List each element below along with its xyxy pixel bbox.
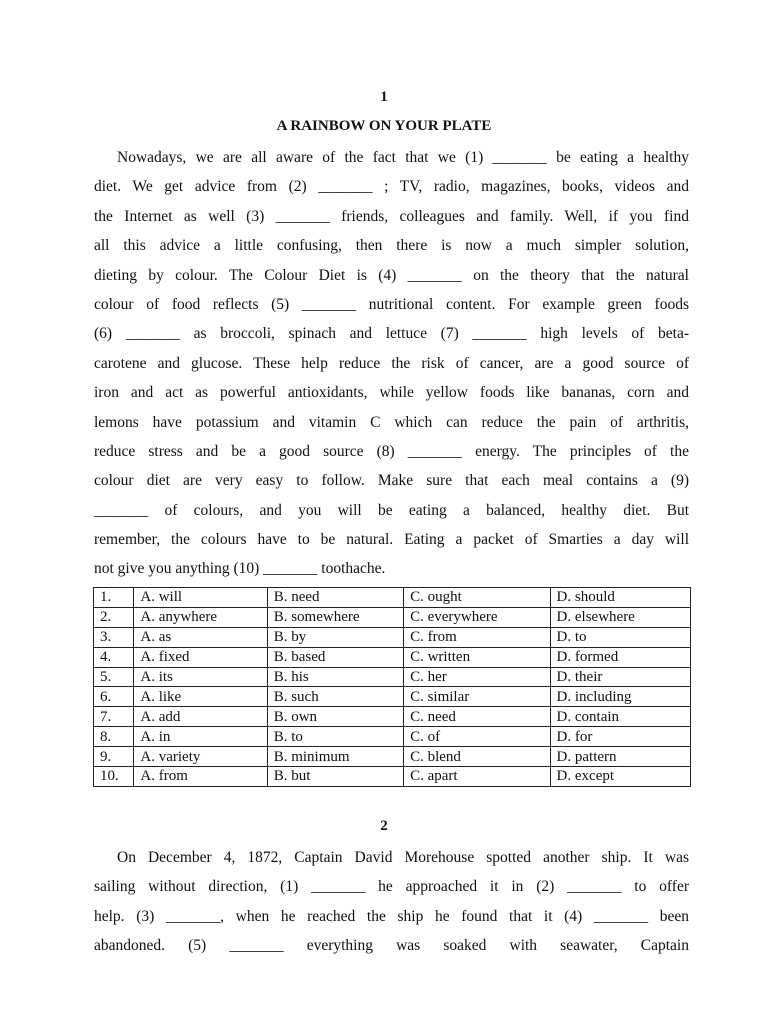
- passage-line: lemons have potassium and vitamin C which can reduce the pain of arthritis,: [94, 413, 689, 431]
- option-d: D. elsewhere: [550, 607, 690, 627]
- table-row: [94, 647, 691, 667]
- option-d: D. their: [550, 667, 690, 687]
- option-b: B. somewhere: [267, 607, 403, 627]
- option-d: D. pattern: [550, 747, 690, 767]
- option-d: D. for: [550, 727, 690, 747]
- option-c: C. everywhere: [404, 607, 550, 627]
- option-d: D. including: [550, 687, 690, 707]
- option-a: A. its: [134, 667, 267, 687]
- question-number: 7.: [94, 707, 134, 727]
- table-row: [94, 607, 691, 627]
- table-row: [94, 627, 691, 647]
- question-number: 10.: [94, 767, 134, 787]
- option-a: A. in: [134, 727, 267, 747]
- section-1-passage: [94, 143, 689, 584]
- passage-line: help. (3) _______, when he reached the ship he found that it (4) _______ been: [94, 907, 689, 925]
- section-1-number: 1: [380, 89, 388, 105]
- option-a: A. as: [134, 627, 267, 647]
- section-2-passage: [94, 843, 689, 961]
- table-row: [94, 667, 691, 687]
- option-b: B. but: [267, 767, 403, 787]
- passage-line: diet. We get advice from (2) _______ ; TV, radio, magazines, books, videos and: [94, 178, 689, 196]
- question-number: 5.: [94, 667, 134, 687]
- option-b: B. such: [267, 687, 403, 707]
- option-c: C. similar: [404, 687, 550, 707]
- table-row: [94, 687, 691, 707]
- option-b: B. to: [267, 727, 403, 747]
- option-d: D. except: [550, 767, 690, 787]
- option-a: A. add: [134, 707, 267, 727]
- passage-line: reduce stress and be a good source (8) _______ energy. The principles of the: [94, 442, 689, 460]
- question-number: 2.: [94, 607, 134, 627]
- question-number: 4.: [94, 647, 134, 667]
- passage-line: remember, the colours have to be natural. Eating a packet of Smarties a day will: [94, 531, 689, 549]
- answer-options-table: [93, 587, 691, 787]
- option-d: D. should: [550, 588, 690, 608]
- question-number: 6.: [94, 687, 134, 707]
- option-d: D. formed: [550, 647, 690, 667]
- option-c: C. of: [404, 727, 550, 747]
- option-a: A. from: [134, 767, 267, 787]
- section-1-title: A RAINBOW ON YOUR PLATE: [276, 118, 492, 134]
- passage-line: carotene and glucose. These help reduce the risk of cancer, are a good source of: [94, 354, 689, 372]
- table-row: [94, 707, 691, 727]
- passage-line: sailing without direction, (1) _______ he approached it in (2) _______ to offer: [94, 878, 689, 896]
- passage-line: Nowadays, we are all aware of the fact that we (1) _______ be eating a healthy: [117, 149, 689, 166]
- question-number: 9.: [94, 747, 134, 767]
- option-b: B. by: [267, 627, 403, 647]
- passage-line: abandoned. (5) _______ everything was soaked with seawater, Captain: [94, 937, 689, 955]
- option-b: B. minimum: [267, 747, 403, 767]
- passage-line: dieting by colour. The Colour Diet is (4) _______ on the theory that the natural: [94, 266, 689, 284]
- option-c: C. apart: [404, 767, 550, 787]
- option-a: A. like: [134, 687, 267, 707]
- passage-line: the Internet as well (3) _______ friends, colleagues and family. Well, if you find: [94, 207, 689, 225]
- passage-line: _______ of colours, and you will be eating a balanced, healthy diet. But: [94, 501, 689, 519]
- option-d: D. to: [550, 627, 690, 647]
- passage-line: colour of food reflects (5) _______ nutritional content. For example green foods: [94, 295, 689, 313]
- option-a: A. fixed: [134, 647, 267, 667]
- passage-line: not give you anything (10) _______ toothache.: [94, 560, 386, 578]
- table-row: [94, 767, 691, 787]
- option-c: C. her: [404, 667, 550, 687]
- option-c: C. written: [404, 647, 550, 667]
- option-b: B. based: [267, 647, 403, 667]
- option-c: C. ought: [404, 588, 550, 608]
- passage-line: colour diet are very easy to follow. Make sure that each meal contains a (9): [94, 472, 689, 490]
- passage-line: On December 4, 1872, Captain David Morehouse spotted another ship. It was: [117, 849, 689, 866]
- option-d: D. contain: [550, 707, 690, 727]
- option-b: B. need: [267, 588, 403, 608]
- table-row: [94, 747, 691, 767]
- option-c: C. blend: [404, 747, 550, 767]
- passage-line: (6) _______ as broccoli, spinach and lettuce (7) _______ high levels of beta-: [94, 325, 689, 343]
- table-row: [94, 727, 691, 747]
- option-b: B. own: [267, 707, 403, 727]
- option-c: C. from: [404, 627, 550, 647]
- option-a: A. variety: [134, 747, 267, 767]
- table-row: [94, 588, 691, 608]
- passage-line: iron and act as powerful antioxidants, while yellow foods like bananas, corn and: [94, 384, 689, 402]
- question-number: 1.: [94, 588, 134, 608]
- section-2-number: 2: [380, 818, 388, 834]
- option-c: C. need: [404, 707, 550, 727]
- option-a: A. will: [134, 588, 267, 608]
- question-number: 8.: [94, 727, 134, 747]
- passage-line: all this advice a little confusing, then there is now a much simpler solution,: [94, 237, 689, 255]
- option-b: B. his: [267, 667, 403, 687]
- option-a: A. anywhere: [134, 607, 267, 627]
- question-number: 3.: [94, 627, 134, 647]
